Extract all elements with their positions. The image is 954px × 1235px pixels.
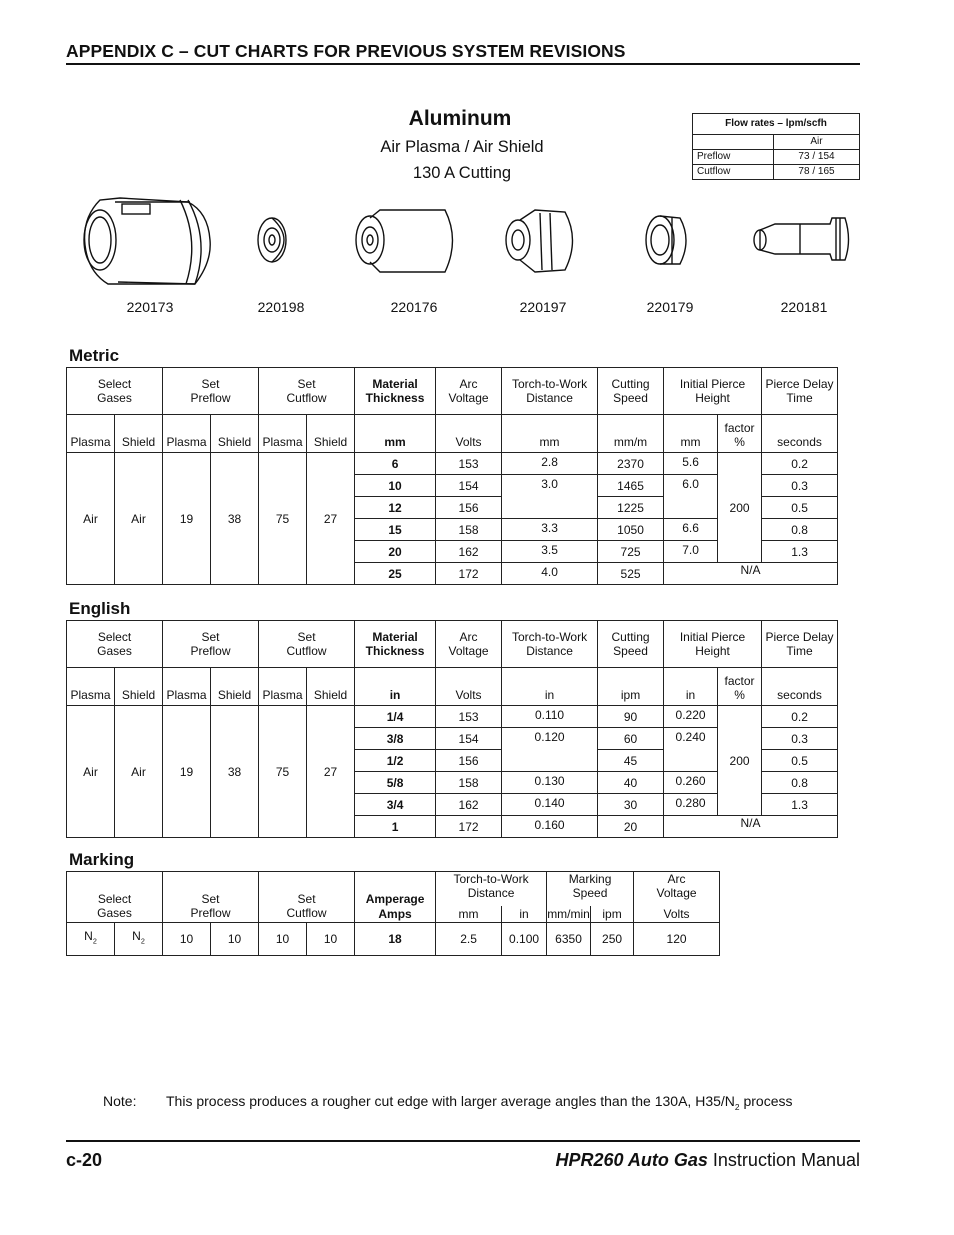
process-note (103, 1093, 793, 1112)
part-number: 220198 (257, 299, 305, 315)
arc-voltage-cell: 162 (436, 541, 502, 563)
flow-rates-title: Flow rates – lpm/scfh (693, 114, 860, 135)
gas-setting-cell: Air (67, 706, 115, 838)
header-set-preflow: Set Preflow (163, 368, 259, 415)
pierce-height-cell: 5.6 (664, 453, 718, 475)
flow-rates-col: Air (774, 135, 860, 150)
gas-cell: $N_2$ (115, 923, 163, 956)
header-set-cutflow: Set Cutflow (259, 621, 355, 668)
cutting-speed-cell: 60 (598, 728, 664, 750)
flow-row-value: 78 / 165 (774, 165, 860, 180)
unit-cell: mm (355, 415, 436, 453)
torch-to-work-cell: 3.3 (502, 519, 598, 541)
arc-voltage-cell: 172 (436, 816, 502, 838)
pierce-height-cell: 0.260 (664, 772, 718, 794)
unit-cell: Plasma (259, 668, 307, 706)
cutting-speed-cell: 1465 (598, 475, 664, 497)
header-torch-to-work: Torch-to-Work Distance (502, 621, 598, 668)
not-applicable-cell: N/A (664, 563, 838, 585)
header-material-thickness: Material Thickness (355, 368, 436, 415)
unit-cell: Plasma (163, 415, 211, 453)
header-amps: Amps (355, 906, 436, 923)
amperage-subtitle: 130 A Cutting (412, 164, 512, 182)
flow-row-label: Cutflow (693, 165, 774, 180)
manual-title (556, 1150, 860, 1171)
marking-value-cell: 10 (163, 923, 211, 956)
product-name: HPR260 Auto Gas (555, 1150, 708, 1170)
thickness-cell: 1/4 (355, 706, 436, 728)
gas-setting-cell: Air (67, 453, 115, 585)
flow-row-label: Preflow (693, 150, 774, 165)
pierce-height-cell: 0.220 (664, 706, 718, 728)
electrode-icon (754, 218, 849, 260)
header-torch-to-work: Torch-to-Work Distance (436, 872, 547, 907)
unit-cell: Plasma (67, 415, 115, 453)
arc-voltage-cell: 156 (436, 750, 502, 772)
unit-cell: factor % (718, 668, 762, 706)
arc-voltage-cell: 156 (436, 497, 502, 519)
process-subtitle: Air Plasma / Air Shield (380, 138, 544, 156)
torch-to-work-cell: 4.0 (502, 563, 598, 585)
cutting-speed-cell: 525 (598, 563, 664, 585)
gas-setting-cell: 19 (163, 706, 211, 838)
part-number: 220173 (126, 299, 174, 315)
header-cutting-speed: Cutting Speed (598, 621, 664, 668)
header-material-thickness: Material Thickness (355, 621, 436, 668)
unit-cell: Volts (634, 906, 720, 923)
pierce-delay-cell: 0.5 (762, 750, 838, 772)
unit-cell: Plasma (163, 668, 211, 706)
pierce-delay-cell: 0.8 (762, 519, 838, 541)
flow-rates-table (692, 113, 860, 180)
cutting-speed-cell: 1050 (598, 519, 664, 541)
note-prefix: Note: (103, 1093, 137, 1109)
torch-to-work-cell: 0.160 (502, 816, 598, 838)
nozzle-retaining-cap-icon (258, 218, 286, 262)
header-set-cutflow: Set Cutflow (259, 368, 355, 415)
unit-cell: in (502, 906, 547, 923)
pierce-factor-cell: 200 (718, 706, 762, 816)
pierce-factor-cell: 200 (718, 453, 762, 563)
header-pierce-delay: Pierce Delay Time (762, 621, 838, 668)
gas-setting-cell: 75 (259, 706, 307, 838)
manual-name: Instruction Manual (707, 1150, 860, 1170)
gas-setting-cell: 19 (163, 453, 211, 585)
not-applicable-cell: N/A (664, 816, 838, 838)
shield-part-icon (84, 198, 210, 284)
page-number: c-20 (66, 1150, 103, 1170)
pierce-delay-cell: 1.3 (762, 794, 838, 816)
gas-setting-cell: Air (115, 706, 163, 838)
note-suffix: process (739, 1093, 793, 1109)
cutting-speed-cell: 45 (598, 750, 664, 772)
english-label: English (69, 599, 131, 618)
thickness-cell: 25 (355, 563, 436, 585)
thickness-cell: 3/4 (355, 794, 436, 816)
header-torch-to-work: Torch-to-Work Distance (502, 368, 598, 415)
arc-voltage-cell: 162 (436, 794, 502, 816)
unit-cell: seconds (762, 668, 838, 706)
marking-value-cell: 18 (355, 923, 436, 956)
arc-voltage-cell: 158 (436, 519, 502, 541)
pierce-height-cell: 0.280 (664, 794, 718, 816)
unit-cell: Volts (436, 415, 502, 453)
cutting-speed-cell: 725 (598, 541, 664, 563)
header-select-gases: Select Gases (67, 872, 163, 923)
thickness-cell: 10 (355, 475, 436, 497)
torch-to-work-cell: 0.120 (502, 728, 598, 772)
gas-setting-cell: 38 (211, 453, 259, 585)
pierce-delay-cell: 0.3 (762, 728, 838, 750)
part-number: 220181 (780, 299, 828, 315)
pierce-delay-cell: 0.3 (762, 475, 838, 497)
header-arc-voltage: Arc Voltage (436, 368, 502, 415)
pierce-height-cell: 7.0 (664, 541, 718, 563)
consumable-parts-drawing (0, 188, 954, 293)
thickness-cell: 3/8 (355, 728, 436, 750)
unit-cell: ipm (591, 906, 634, 923)
header-arc-voltage: Arc Voltage (436, 621, 502, 668)
metric-cut-chart (66, 367, 838, 585)
pierce-delay-cell: 0.2 (762, 453, 838, 475)
thickness-cell: 12 (355, 497, 436, 519)
marking-value-cell: 10 (211, 923, 259, 956)
unit-cell: mm (664, 415, 718, 453)
cutting-speed-cell: 40 (598, 772, 664, 794)
unit-cell: Plasma (67, 668, 115, 706)
thickness-cell: 15 (355, 519, 436, 541)
header-pierce-delay: Pierce Delay Time (762, 368, 838, 415)
cutting-speed-cell: 1225 (598, 497, 664, 519)
arc-voltage-cell: 158 (436, 772, 502, 794)
gas-setting-cell: 27 (307, 453, 355, 585)
swirl-ring-icon (506, 210, 573, 272)
unit-cell: ipm (598, 668, 664, 706)
part-number: 220197 (519, 299, 567, 315)
torch-to-work-cell: 2.8 (502, 453, 598, 475)
arc-voltage-cell: 154 (436, 475, 502, 497)
page-title: Aluminum (408, 107, 512, 130)
footer-rule (66, 1140, 860, 1142)
cutting-speed-cell: 30 (598, 794, 664, 816)
note-text: This process produces a rougher cut edge with larger average angles than the 130A, H35/N (166, 1093, 735, 1109)
cutting-speed-cell: 2370 (598, 453, 664, 475)
marking-value-cell: 120 (634, 923, 720, 956)
pierce-height-cell: 0.240 (664, 728, 718, 772)
pierce-delay-cell: 0.5 (762, 497, 838, 519)
marking-chart (66, 871, 720, 956)
torch-to-work-cell: 3.5 (502, 541, 598, 563)
pierce-delay-cell: 1.3 (762, 541, 838, 563)
header-pierce-height: Initial Pierce Height (664, 368, 762, 415)
unit-cell: seconds (762, 415, 838, 453)
thickness-cell: 6 (355, 453, 436, 475)
marking-value-cell: 10 (307, 923, 355, 956)
header-select-gases: Select Gases (67, 621, 163, 668)
header-set-preflow: Set Preflow (163, 872, 259, 923)
gas-cell: $N_2$ (67, 923, 115, 956)
unit-cell: in (355, 668, 436, 706)
marking-value-cell: 2.5 (436, 923, 502, 956)
english-cut-chart (66, 620, 838, 838)
unit-cell: factor % (718, 415, 762, 453)
unit-cell: mm (502, 415, 598, 453)
arc-voltage-cell: 172 (436, 563, 502, 585)
arc-voltage-cell: 153 (436, 453, 502, 475)
unit-cell: mm/m (598, 415, 664, 453)
header-arc-voltage: Arc Voltage (634, 872, 720, 907)
torch-to-work-cell: 0.130 (502, 772, 598, 794)
arc-voltage-cell: 154 (436, 728, 502, 750)
page-header-title: APPENDIX C – CUT CHARTS FOR PREVIOUS SYSTEM REVISIONS (66, 41, 626, 61)
pierce-height-cell: 6.0 (664, 475, 718, 519)
header-amperage: Amperage (355, 872, 436, 907)
header-pierce-height: Initial Pierce Height (664, 621, 762, 668)
marking-value-cell: 6350 (547, 923, 591, 956)
nozzle-icon (356, 210, 453, 272)
torch-to-work-cell: 0.110 (502, 706, 598, 728)
header-rule (66, 63, 860, 65)
pierce-delay-cell: 0.2 (762, 706, 838, 728)
thickness-cell: 1/2 (355, 750, 436, 772)
unit-cell: mm (436, 906, 502, 923)
marking-value-cell: 10 (259, 923, 307, 956)
thickness-cell: 1 (355, 816, 436, 838)
marking-value-cell: 0.100 (502, 923, 547, 956)
pierce-height-cell: 6.6 (664, 519, 718, 541)
marking-label: Marking (69, 850, 135, 869)
pierce-delay-cell: 0.8 (762, 772, 838, 794)
flow-row-value: 73 / 154 (774, 150, 860, 165)
metric-label: Metric (69, 346, 120, 365)
unit-cell: Shield (307, 415, 355, 453)
gas-setting-cell: 27 (307, 706, 355, 838)
part-number: 220176 (390, 299, 438, 315)
torch-to-work-cell: 3.0 (502, 475, 598, 519)
unit-cell: Shield (115, 415, 163, 453)
gas-setting-cell: Air (115, 453, 163, 585)
header-select-gases: Select Gases (67, 368, 163, 415)
unit-cell: Shield (115, 668, 163, 706)
gas-setting-cell: 38 (211, 706, 259, 838)
header-cutting-speed: Cutting Speed (598, 368, 664, 415)
gas-setting-cell: 75 (259, 453, 307, 585)
unit-cell: Shield (211, 668, 259, 706)
part-number: 220179 (646, 299, 694, 315)
thickness-cell: 20 (355, 541, 436, 563)
unit-cell: in (664, 668, 718, 706)
torch-to-work-cell: 0.140 (502, 794, 598, 816)
unit-cell: Volts (436, 668, 502, 706)
unit-cell: Shield (211, 415, 259, 453)
header-set-preflow: Set Preflow (163, 621, 259, 668)
arc-voltage-cell: 153 (436, 706, 502, 728)
unit-cell: mm/min (547, 907, 590, 921)
unit-cell: Plasma (259, 415, 307, 453)
note-subscript: 2 (734, 1101, 740, 1112)
cutting-speed-cell: 20 (598, 816, 664, 838)
header-set-cutflow: Set Cutflow (259, 872, 355, 923)
marking-value-cell: 250 (591, 923, 634, 956)
thickness-cell: 5/8 (355, 772, 436, 794)
unit-cell: Shield (307, 668, 355, 706)
header-marking-speed: Marking Speed (547, 872, 634, 907)
unit-cell: in (502, 668, 598, 706)
electrode-cap-icon (646, 216, 686, 264)
cutting-speed-cell: 90 (598, 706, 664, 728)
